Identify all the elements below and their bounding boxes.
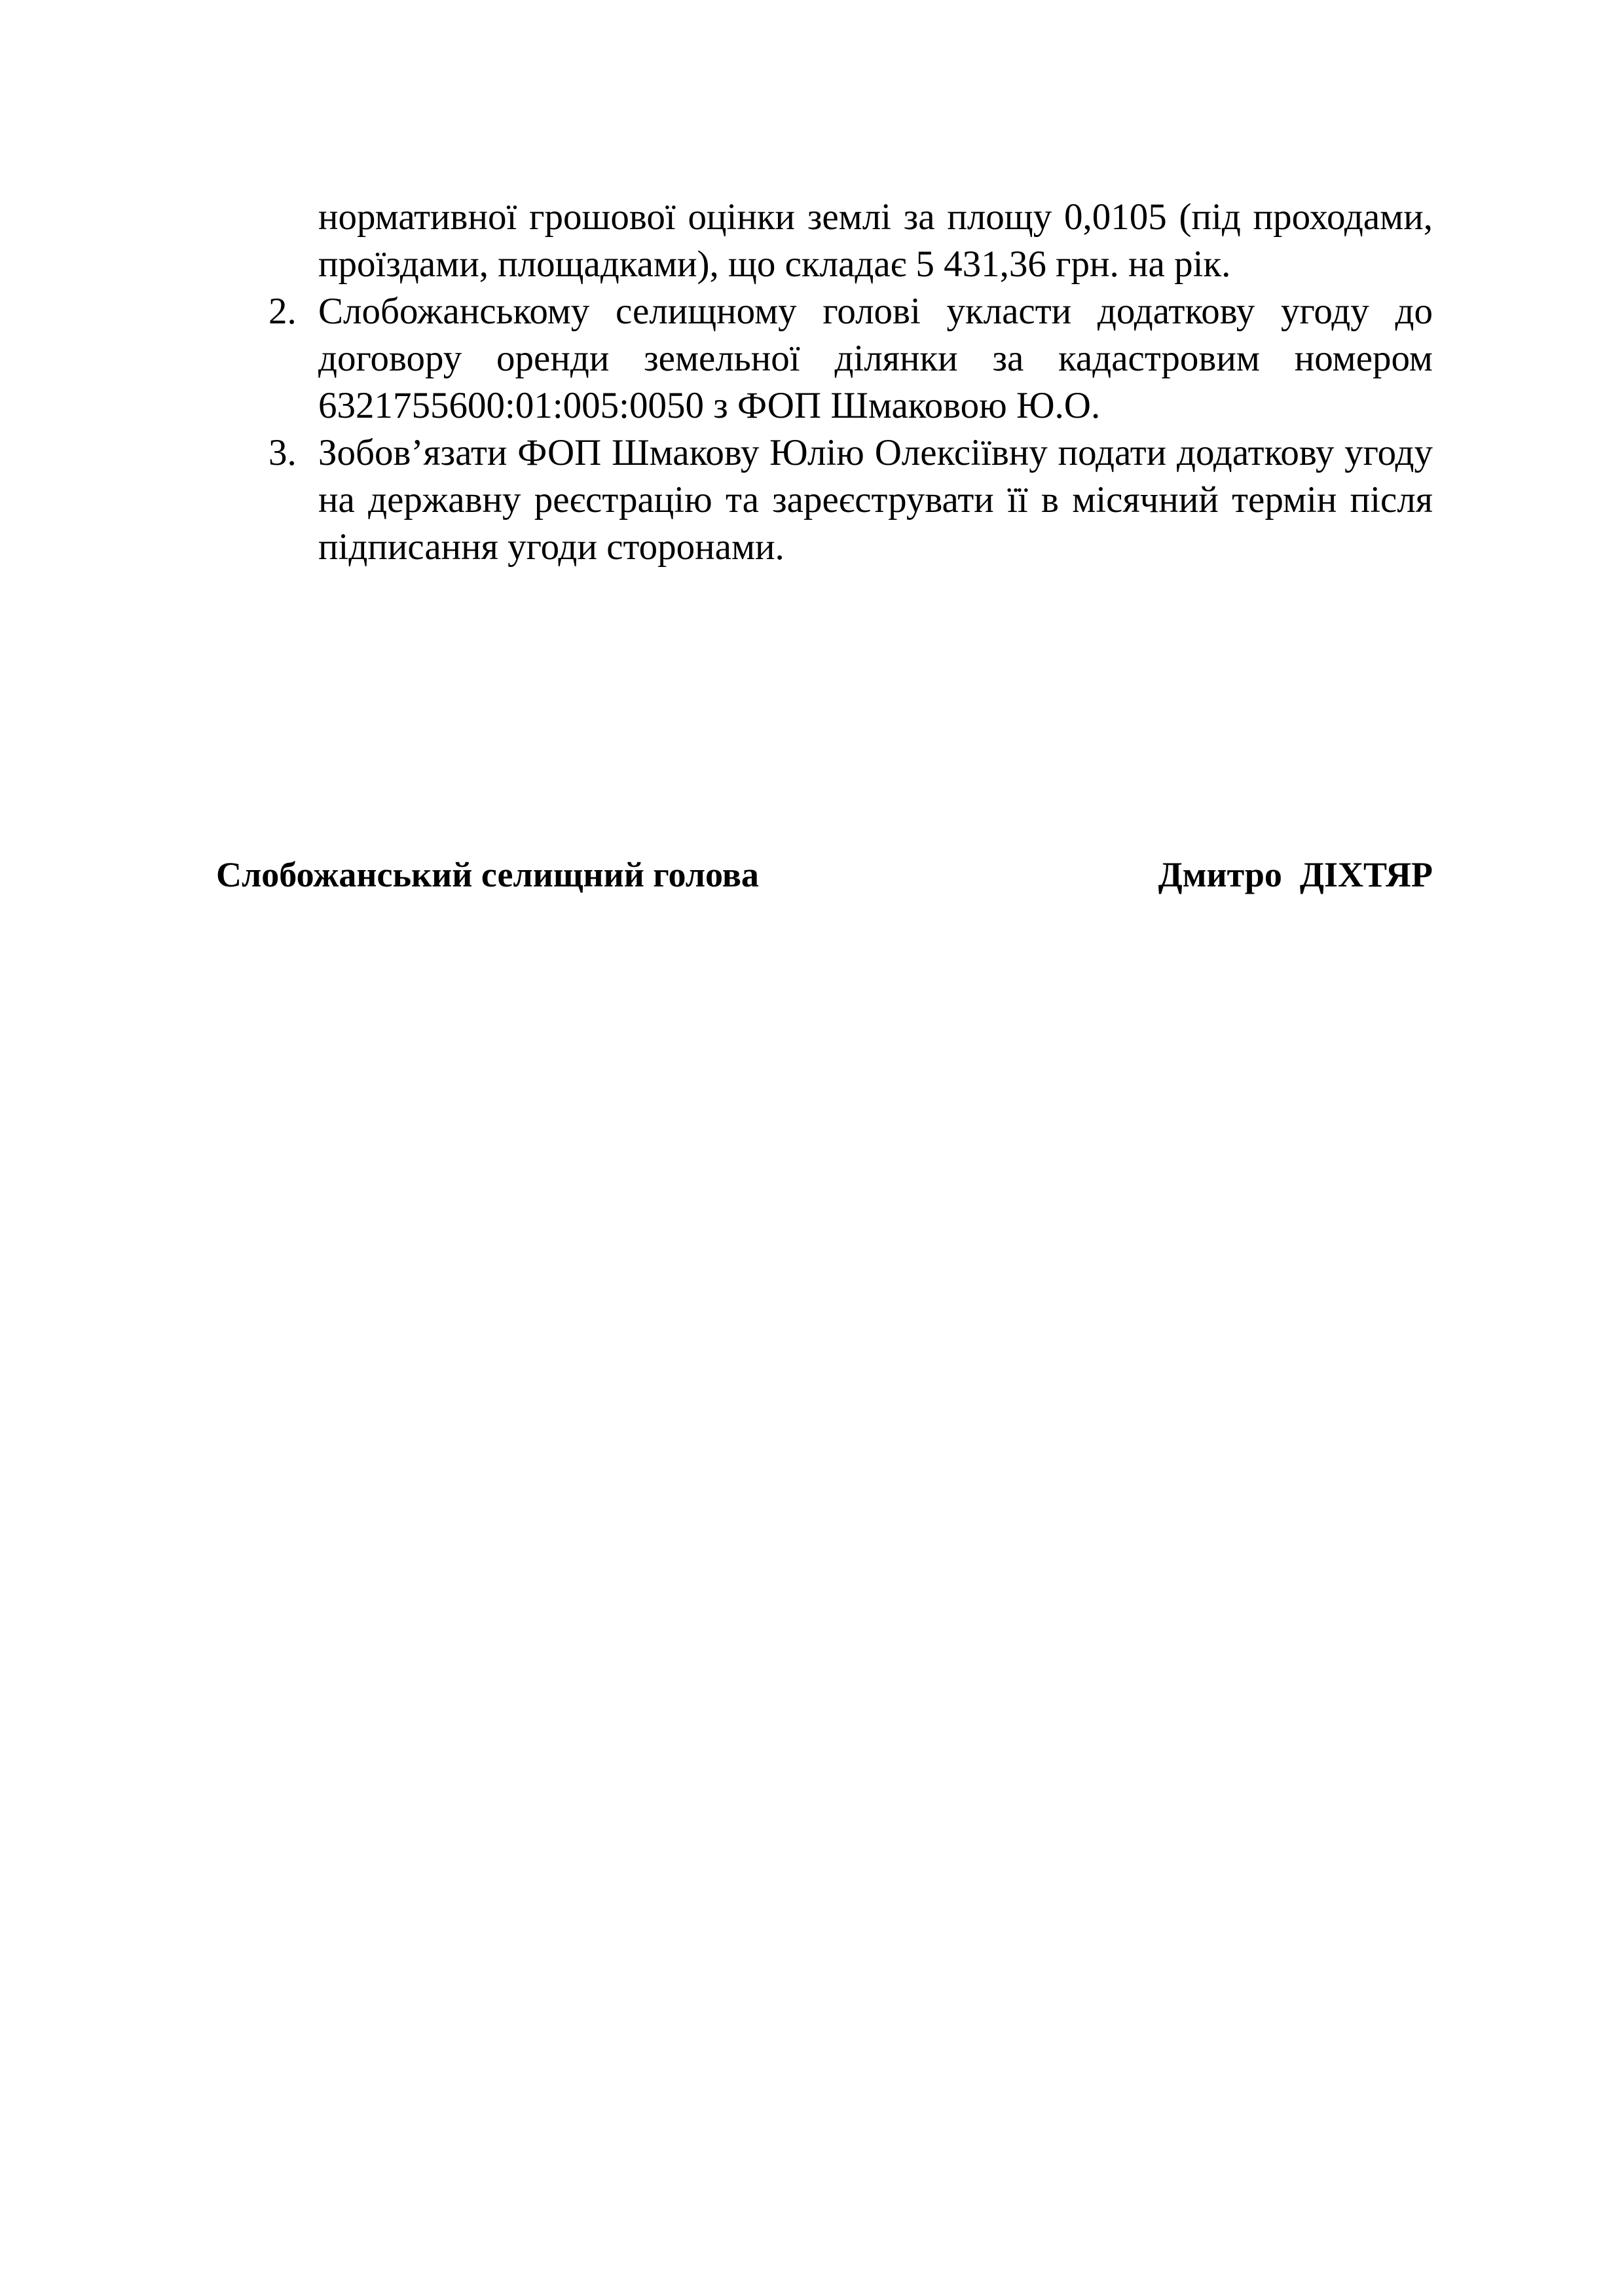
list-item (268, 429, 1433, 571)
item-text: Слобожанському селищному голові укласти додаткову угоду до договору оренди земельної ділянки за кадастровим номером 6321755600:01:005:0050 з ФОП Шмаковою Ю.О. (318, 291, 1433, 426)
item-number: 3. (268, 432, 297, 473)
document-body (268, 194, 1433, 571)
continuation-paragraph: нормативної грошової оцінки землі за площу 0,0105 (під проходами, проїздами, площадками), що складає 5 431,36 грн. на рік. (318, 196, 1433, 285)
item-number: 2. (268, 291, 297, 332)
signatory-title: Слобожанський селищний голова (216, 855, 759, 894)
item-text: Зобов’язати ФОП Шмакову Юлію Олексіївну подати додаткову угоду на державну реєстрацію та зареєструвати її в місячний термін після підписання угоди сторонами. (318, 432, 1433, 568)
signatory-name: Дмитро ДІХТЯР (1158, 855, 1433, 894)
list-item (268, 288, 1433, 429)
resolution-list (268, 288, 1433, 571)
